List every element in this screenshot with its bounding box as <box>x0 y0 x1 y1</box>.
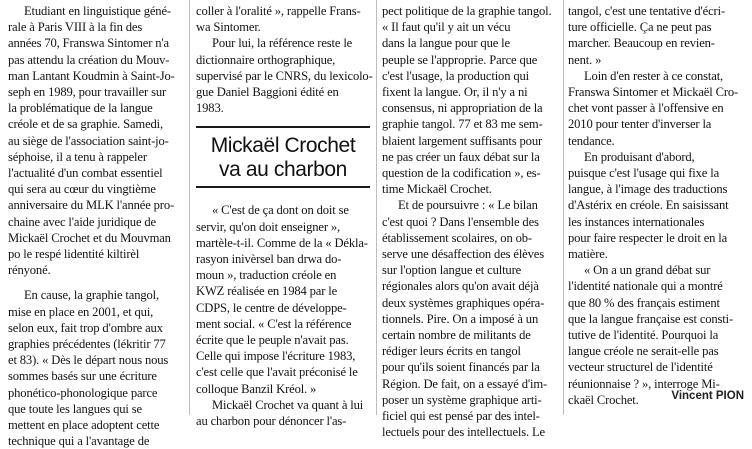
text-line: ment social. « C'est la référence <box>196 316 352 331</box>
text-line: graphie tangol. 77 et 83 me sem- <box>382 117 543 132</box>
text-line: les instances internationales <box>568 214 705 229</box>
text-line: question de la codification », es- <box>382 166 541 181</box>
text-line: l'actualité d'un combat essentiel <box>8 166 163 181</box>
text-line: supervisé par le CNRS, du lexicolo- <box>196 68 373 83</box>
text-line: « C'est de ça dont on doit se <box>212 203 349 218</box>
text-line: créole et de sa graphie. Samedi, <box>8 117 164 132</box>
text-line: 2010 pour tenter d'inverser la <box>568 117 712 132</box>
text-line: moun », traduction créole en <box>196 268 337 283</box>
text-line: ficiel qui est pensé par des intel- <box>382 409 540 424</box>
text-line: consensus, ni appropriation de la <box>382 101 543 116</box>
text-line: blaient largement suffisants pour <box>382 133 543 148</box>
text-line: Mickaël Crochet et du Mouvman <box>8 230 171 245</box>
text-line: qui sera au cœur du vingtième <box>8 182 156 197</box>
text-line: time Mickaël Crochet. <box>382 182 492 197</box>
text-line: CDPS, le centre de développe- <box>196 300 347 315</box>
column-rule <box>563 0 564 415</box>
text-line: au siège de l'association saint-jo- <box>8 133 169 148</box>
text-line: phonético-phonologique parce <box>8 385 158 400</box>
text-line: marcher. Beaucoup en revien- <box>568 36 715 51</box>
text-line: années 70, Franswa Sintomer n'a <box>8 36 169 51</box>
headline-line-2: va au charbon <box>219 158 347 182</box>
text-line: Loin d'en rester à ce constat, <box>584 68 724 83</box>
text-line: En cause, la graphie tangol, <box>24 288 159 303</box>
text-line: l'identité nationale qui a montré <box>568 279 723 294</box>
text-line: 1983. <box>196 101 224 116</box>
text-line: rényoné. <box>8 263 51 278</box>
text-line: Région. De fait, on a essayé d'im- <box>382 376 548 391</box>
text-line: lectuels pour des intellectuels. Le <box>382 425 545 440</box>
text-line: matière. <box>568 247 608 262</box>
text-line: chaine avec l'aide juridique de <box>8 214 156 229</box>
text-line: technique qui a l'avantage de <box>8 434 150 449</box>
paragraph-gap <box>8 278 184 287</box>
text-line: tionnels. Pire. On a imposé à un <box>382 311 539 326</box>
byline: Vincent PION <box>671 390 744 402</box>
text-line: vecteur structurel de l'identité <box>568 360 713 375</box>
column-2 <box>196 3 373 429</box>
text-line: langue, à l'image des traductions <box>568 182 728 197</box>
text-line: En produisant d'abord, <box>584 149 695 164</box>
text-line: dans la langue pour que le <box>382 36 510 51</box>
text-line: deux systèmes graphiques opéra- <box>382 295 545 310</box>
text-line: que 80 % des français estiment <box>568 295 720 310</box>
text-line: Celle qui impose l'écriture 1983, <box>196 349 356 364</box>
text-line: langue créole ne serait-elle pas <box>568 344 719 359</box>
text-line: certain nombre de militants de <box>382 328 531 343</box>
text-line: au charbon pour dénoncer l'as- <box>196 414 347 429</box>
text-line: colloque Banzil Kréol. » <box>196 381 317 396</box>
text-line: c'est celle que l'avait préconisé le <box>196 365 358 380</box>
text-line: régionales alors qu'on avait déjà <box>382 279 539 294</box>
text-line: rale à Paris VIII à la fin des <box>8 20 143 35</box>
text-line: anniversaire du MLK l'année pro- <box>8 198 175 213</box>
text-line: pect politique de la graphie tangol. <box>382 4 552 18</box>
text-line: mise en place en 2001, et qui, <box>8 304 154 319</box>
text-line: sur l'option langue et culture <box>382 263 522 278</box>
column-2-top <box>196 3 373 116</box>
text-line: ne pas créer un faux débat sur la <box>382 149 540 164</box>
text-line: servir, qu'on doit enseigner », <box>196 219 341 234</box>
text-line: Et de poursuivre : « Le bilan <box>398 198 538 213</box>
text-line: chet vont passer à l'offensive en <box>568 101 724 116</box>
text-line: pour qu'ils soient financés par la <box>382 360 540 375</box>
text-line: la problématique de la langue <box>8 101 153 116</box>
column-3 <box>382 3 560 440</box>
text-line: poser un système graphique arti- <box>382 392 542 407</box>
text-line: man Lantant Koudmin à Saint-Jo- <box>8 68 175 83</box>
text-line: gue Daniel Baggioni édité en <box>196 85 339 100</box>
text-line: fixent la langue. Or, il n'y a ni <box>382 85 528 100</box>
text-line: mettent en place adoptent cette <box>8 418 160 433</box>
text-line: sommes basés sur une écriture <box>8 369 157 384</box>
text-line: écrite que le peuple n'avait pas. <box>196 333 349 348</box>
text-line: coller à l'oralité », rappelle Frans- <box>196 4 361 18</box>
text-line: nent. » <box>568 52 602 67</box>
text-line: d'Astérix en créole. En saisissant <box>568 198 729 213</box>
text-line: puisque c'est l'usage qui fixe la <box>568 166 720 181</box>
text-line: c'est quoi ? Dans l'ensemble des <box>382 214 539 229</box>
text-line: serve une désaffection des élèves <box>382 247 544 262</box>
text-line: Etudiant en linguistique géné- <box>24 4 171 18</box>
text-line: et 83). « Dès le départ nous nous <box>8 353 169 368</box>
column-2-bottom <box>196 202 370 429</box>
text-line: po le respé lidentité kiltirèl <box>8 247 140 262</box>
text-line: Mickaël Crochet va quant à lui <box>212 397 364 412</box>
text-line: « Il faut qu'il y ait un vécu <box>382 20 511 35</box>
text-line: que toute les langues qui se <box>8 401 142 416</box>
column-1 <box>8 3 184 449</box>
text-line: seph en 1989, pour travailler sur <box>8 85 167 100</box>
text-line: martèle-t-il. Comme de la « Dékla- <box>196 235 368 250</box>
text-line: ckaël Crochet. <box>568 392 639 407</box>
text-line: tangol, c'est une tentative d'écri- <box>568 4 725 18</box>
text-line: graphies précédentes (lékritir 77 <box>8 337 166 352</box>
text-line: selon eux, fait trop d'ombre aux <box>8 320 163 335</box>
text-line: tendance. <box>568 133 615 148</box>
text-line: établissement scolaires, on ob- <box>382 230 532 245</box>
text-line: ture officielle. Ça ne peut pas <box>568 20 712 35</box>
text-line: que la langue française est consti- <box>568 311 734 326</box>
text-line: rédiger leurs écrits en tangol <box>382 344 521 359</box>
text-line: peuple se l'approprie. Parce que <box>382 52 538 67</box>
text-line: Franswa Sintomer et Mickaël Cro- <box>568 85 739 100</box>
text-line: séphoise, il a tenu à rappeler <box>8 149 147 164</box>
text-line: pas attendu la création du Mouv- <box>8 52 170 67</box>
text-line: rasyon inivèrsel ban drwa do- <box>196 252 342 267</box>
column-rule <box>376 0 377 415</box>
headline-line-1: Mickaël Crochet <box>210 134 356 158</box>
text-line: Pour lui, la référence reste le <box>212 36 353 51</box>
headline-box <box>196 126 370 188</box>
text-line: KWZ réalisée en 1984 par le <box>196 284 338 299</box>
column-4 <box>568 3 746 413</box>
text-line: réunionnaise ? », interroge Mi- <box>568 376 720 391</box>
text-line: pour faire respecter le droit en la <box>568 230 728 245</box>
text-line: « On a un grand débat sur <box>584 263 711 278</box>
text-line: dictionnaire orthographique, <box>196 52 336 67</box>
column-rule <box>189 0 190 415</box>
text-line: tutive de l'identité. Pourquoi la <box>568 328 719 343</box>
text-line: wa Sintomer. <box>196 20 261 35</box>
text-line: c'est l'usage, la production qui <box>382 68 529 83</box>
